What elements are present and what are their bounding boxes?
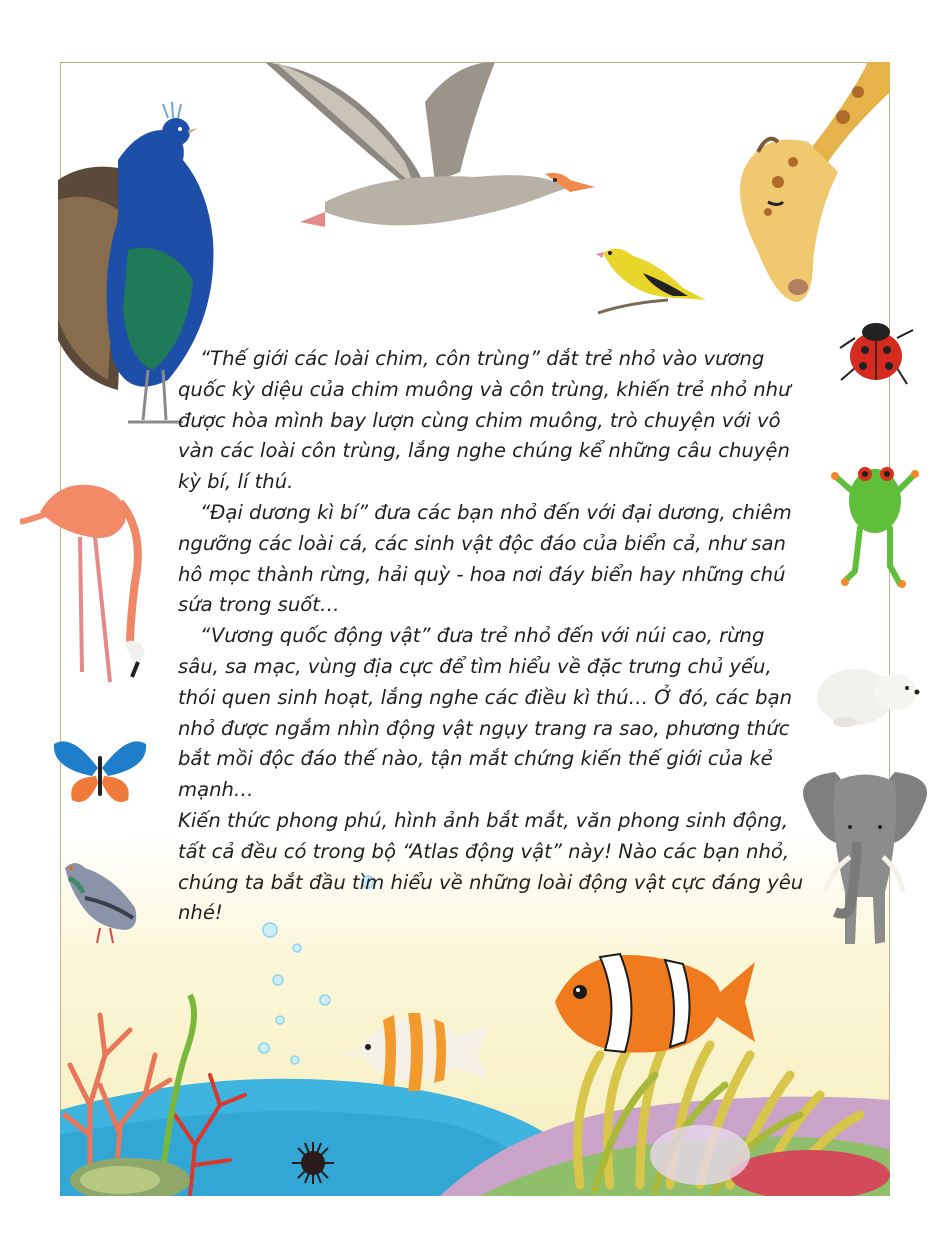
elephant-icon [795,772,935,946]
pigeon-icon [55,858,150,946]
intro-text [178,344,806,929]
butterfly-icon [52,738,148,808]
tree-frog-icon [830,456,920,591]
flamingo-icon [20,472,150,690]
paragraph-birds-insects: “Thế giới các loài chim, côn trùng” dắt trẻ nhỏ vào vương quốc kỳ diệu của chim muông và côn trùng, khiến trẻ nhỏ như được hòa mình bay lượn cùng chim muông, trò chuyện với vô vàn các loài côn trùng, lắng nghe chúng kể những câu chuyện kỳ bí, lí thú. [178,347,791,494]
goose-icon [265,62,600,237]
paragraph-animal-kingdom: “Vương quốc động vật” đưa trẻ nhỏ đến với núi cao, rừng sâu, sa mạc, vùng địa cực để tìm hiểu về đặc trưng chủ yếu, thói quen sinh hoạt, lắng nghe các điều kì thú… Ở đó, các bạn nhỏ được ngắm nhìn động vật ngụy trang ra sao, phương thức bắt mồi độc đáo thế nào, tận mắt chứng kiến thế giới của kẻ mạnh… [178,624,793,802]
polar-bear-icon [815,652,921,728]
giraffe-icon [718,62,890,307]
coral-reef-icon [60,985,260,1196]
clownfish-icon [545,932,760,1062]
paragraph-ocean: “Đại dương kì bí” đưa các bạn nhỏ đến với đại dương, chiêm ngưỡng các loài cá, các sinh vật độc đáo của biển cả, như san hô mọc thành rừng, hải quỳ - hoa nơi đáy biển hay những chú sứa trong suốt… [178,500,792,617]
yellow-bird-icon [588,238,708,320]
paragraph-atlas: Kiến thức phong phú, hình ảnh bắt mắt, văn phong sinh động, tất cả đều có trong bộ “Atlas động vật” này! Nào các bạn nhỏ, chúng ta bắt đầu tìm hiểu về những loài động vật cực đáng yêu nhé! [178,808,804,925]
sea-urchin-icon [290,1140,336,1186]
butterflyfish-icon [338,995,498,1105]
ladybug-icon [835,318,917,390]
